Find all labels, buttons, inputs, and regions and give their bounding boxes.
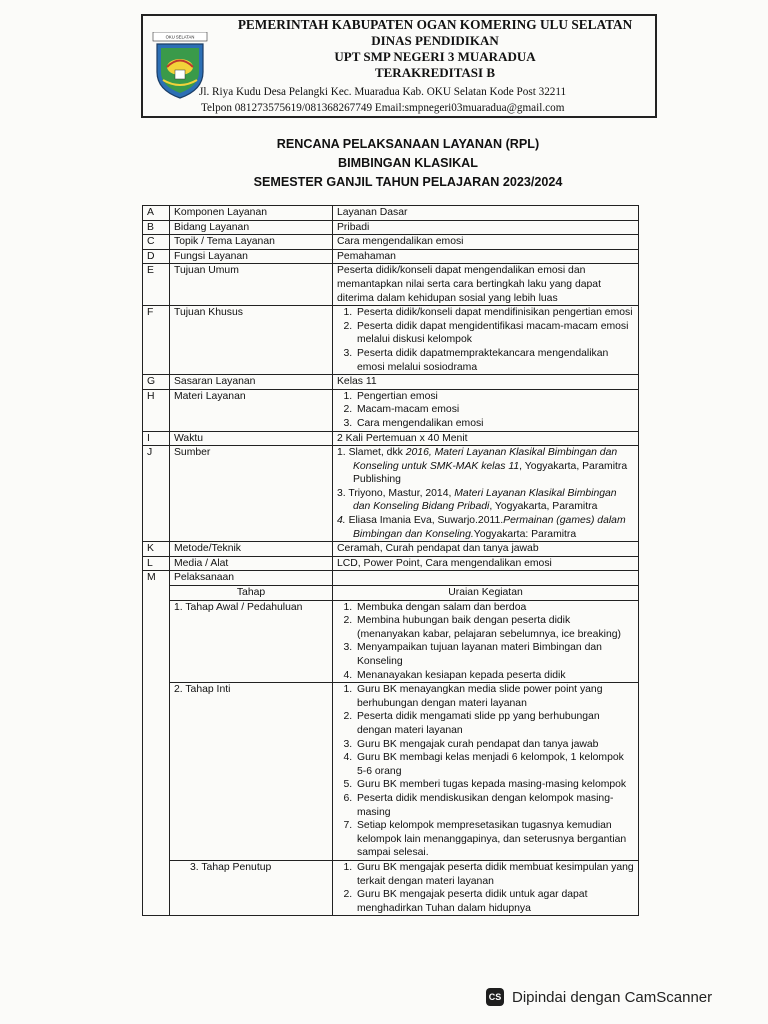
table-row	[143, 220, 639, 235]
list-item: 6. Peserta didik mendiskusikan dengan kelompok masing-masing	[355, 792, 634, 819]
row-code: G	[143, 375, 170, 390]
row-value: Kelas 11	[333, 375, 639, 390]
table-row	[143, 431, 639, 446]
list-item: 3. Menyampaikan tujuan layanan materi Bimbingan dan Konseling	[355, 641, 634, 668]
row-code: I	[143, 431, 170, 446]
list-item: 1. Membuka dengan salam dan berdoa	[355, 601, 634, 615]
row-value	[333, 389, 639, 431]
table-row	[143, 600, 639, 683]
list-item: 3. Cara mengendalikan emosi	[355, 417, 634, 431]
row-label: Waktu	[170, 431, 333, 446]
stage-activities	[333, 600, 639, 683]
source-item: 4. Eliasa Imania Eva, Suwarjo.2011.Permainan (games) dalam Bimbingan dan Konseling.Yogyakarta: Paramitra	[337, 515, 626, 540]
row-code: C	[143, 235, 170, 250]
row-code: L	[143, 556, 170, 571]
list-item: 7. Setiap kelompok mempresetasikan tugasnya kemudian kelompok lain menanggapinya, dan seterusnya bergantian sampai selesai.	[355, 819, 634, 860]
row-label: Pelaksanaan	[170, 571, 333, 586]
list-item: 2. Guru BK mengajak peserta didik untuk agar dapat menghadirkan Tuhan dalam hidupnya	[355, 888, 634, 915]
stage-label: 3. Tahap Penutup	[170, 860, 333, 915]
row-value: 2 Kali Pertemuan x 40 Menit	[333, 431, 639, 446]
row-label: Materi Layanan	[170, 389, 333, 431]
row-value	[333, 571, 639, 586]
table-row	[143, 264, 639, 306]
accreditation: TERAKREDITASI B	[374, 65, 496, 80]
row-value: Peserta didik/konseli dapat mengendalikan emosi dan memantapkan nilai serta cara bertingkah laku yang dapat diterima dalam kehidupan sosial yang lebih luas	[333, 264, 639, 306]
row-code: J	[143, 446, 170, 542]
table-row	[143, 586, 639, 601]
document-title	[140, 135, 676, 192]
table-row	[143, 556, 639, 571]
row-label: Media / Alat	[170, 556, 333, 571]
list-item: 3. Guru BK mengajak curah pendapat dan tanya jawab	[355, 738, 634, 752]
list-item: 2. Peserta didik mengamati slide pp yang berhubungan dengan materi layanan	[355, 710, 634, 737]
source-item: 1. Slamet, dkk 2016, Materi Layanan Klasikal Bimbingan dan Konseling untuk SMK-MAK kelas 11, Yogyakarta, Paramitra Publishing	[337, 447, 628, 486]
row-label: Bidang Layanan	[170, 220, 333, 235]
column-header-uraian: Uraian Kegiatan	[333, 586, 639, 601]
row-label: Sasaran Layanan	[170, 375, 333, 390]
table-row	[143, 389, 639, 431]
row-code: B	[143, 220, 170, 235]
source-item: 3. Triyono, Mastur, 2014, Materi Layanan Klasikal Bimbingan dan Konseling Bidang Pribadi, Yogyakarta, Paramitra	[337, 487, 617, 513]
table-row	[143, 571, 639, 586]
column-header-tahap: Tahap	[170, 586, 333, 601]
school-contact: Telpon 081273575619/081368267749 Email:smpnegeri03muaradua@gmail.com	[201, 102, 565, 114]
table-row	[143, 235, 639, 250]
row-code: D	[143, 249, 170, 264]
letterhead	[141, 14, 657, 118]
camscanner-watermark	[472, 982, 750, 1012]
row-value: Ceramah, Curah pendapat dan tanya jawab	[333, 542, 639, 557]
school-address: Jl. Riya Kudu Desa Pelangki Kec. Muaradua Kab. OKU Selatan Kode Post 32211	[199, 86, 567, 98]
row-value	[333, 306, 639, 375]
list-item: 1. Peserta didik/konseli dapat mendifinisikan pengertian emosi	[355, 306, 634, 320]
row-label: Tujuan Umum	[170, 264, 333, 306]
list-item: 5. Guru BK memberi tugas kepada masing-masing kelompok	[355, 778, 634, 792]
list-item: 2. Membina hubungan baik dengan peserta didik (menanyakan kabar, pelajaran sebelumnya, ice breaking)	[355, 614, 634, 641]
table-row	[143, 206, 639, 221]
row-code: H	[143, 389, 170, 431]
row-value: Cara mengendalikan emosi	[333, 235, 639, 250]
stage-activities	[333, 860, 639, 915]
stage-activities	[333, 683, 639, 861]
table-row	[143, 375, 639, 390]
table-row	[143, 542, 639, 557]
list-item: 4. Menanayakan kesiapan kepada peserta didik	[355, 669, 634, 683]
title-line-1: RENCANA PELAKSANAAN LAYANAN (RPL)	[276, 137, 540, 151]
department-name: DINAS PENDIDIKAN	[371, 33, 499, 48]
list-item: 4. Guru BK membagi kelas menjadi 6 kelompok, 1 kelompok 5-6 orang	[355, 751, 634, 778]
row-label: Topik / Tema Layanan	[170, 235, 333, 250]
table-row	[143, 860, 639, 915]
svg-text:OKU SELATAN: OKU SELATAN	[165, 34, 195, 40]
list-item: 1. Pengertian emosi	[355, 390, 634, 404]
list-item: 1. Guru BK mengajak peserta didik membuat kesimpulan yang terkait dengan materi layanan	[355, 861, 634, 888]
list-item: 2. Macam-macam emosi	[355, 403, 634, 417]
row-value: Pribadi	[333, 220, 639, 235]
row-label: Sumber	[170, 446, 333, 542]
stage-label: 1. Tahap Awal / Pedahuluan	[170, 600, 333, 683]
school-name: UPT SMP NEGERI 3 MUARADUA	[334, 49, 536, 64]
row-value: Pemahaman	[333, 249, 639, 264]
row-label: Tujuan Khusus	[170, 306, 333, 375]
list-item: 2. Peserta didik dapat mengidentifikasi macam-macam emosi melalui diskusi kelompok	[355, 320, 634, 347]
row-code: E	[143, 264, 170, 306]
row-code: A	[143, 206, 170, 221]
row-value: Layanan Dasar	[333, 206, 639, 221]
table-row	[143, 249, 639, 264]
row-code: F	[143, 306, 170, 375]
row-value: LCD, Power Point, Cara mengendalikan emosi	[333, 556, 639, 571]
row-value	[333, 446, 639, 542]
title-line-3: SEMESTER GANJIL TAHUN PELAJARAN 2023/2024	[253, 175, 563, 189]
title-line-2: BIMBINGAN KLASIKAL	[338, 156, 478, 170]
list-item: 3. Peserta didik dapatmempraktekancara mengendalikan emosi melalui sosiodrama	[355, 347, 634, 374]
camscanner-logo-icon: CS	[486, 988, 504, 1006]
row-code: M	[143, 571, 170, 916]
row-label: Metode/Teknik	[170, 542, 333, 557]
watermark-text: Dipindai dengan CamScanner	[512, 988, 713, 1006]
table-row	[143, 446, 639, 542]
table-row	[143, 683, 639, 861]
rpl-table	[142, 205, 639, 916]
row-code: K	[143, 542, 170, 557]
row-label: Komponen Layanan	[170, 206, 333, 221]
list-item: 1. Guru BK menayangkan media slide power point yang berhubungan dengan materi layanan	[355, 683, 634, 710]
table-row	[143, 306, 639, 375]
row-label: Fungsi Layanan	[170, 249, 333, 264]
stage-label: 2. Tahap Inti	[170, 683, 333, 861]
government-name: PEMERINTAH KABUPATEN OGAN KOMERING ULU SELATAN	[237, 17, 633, 32]
